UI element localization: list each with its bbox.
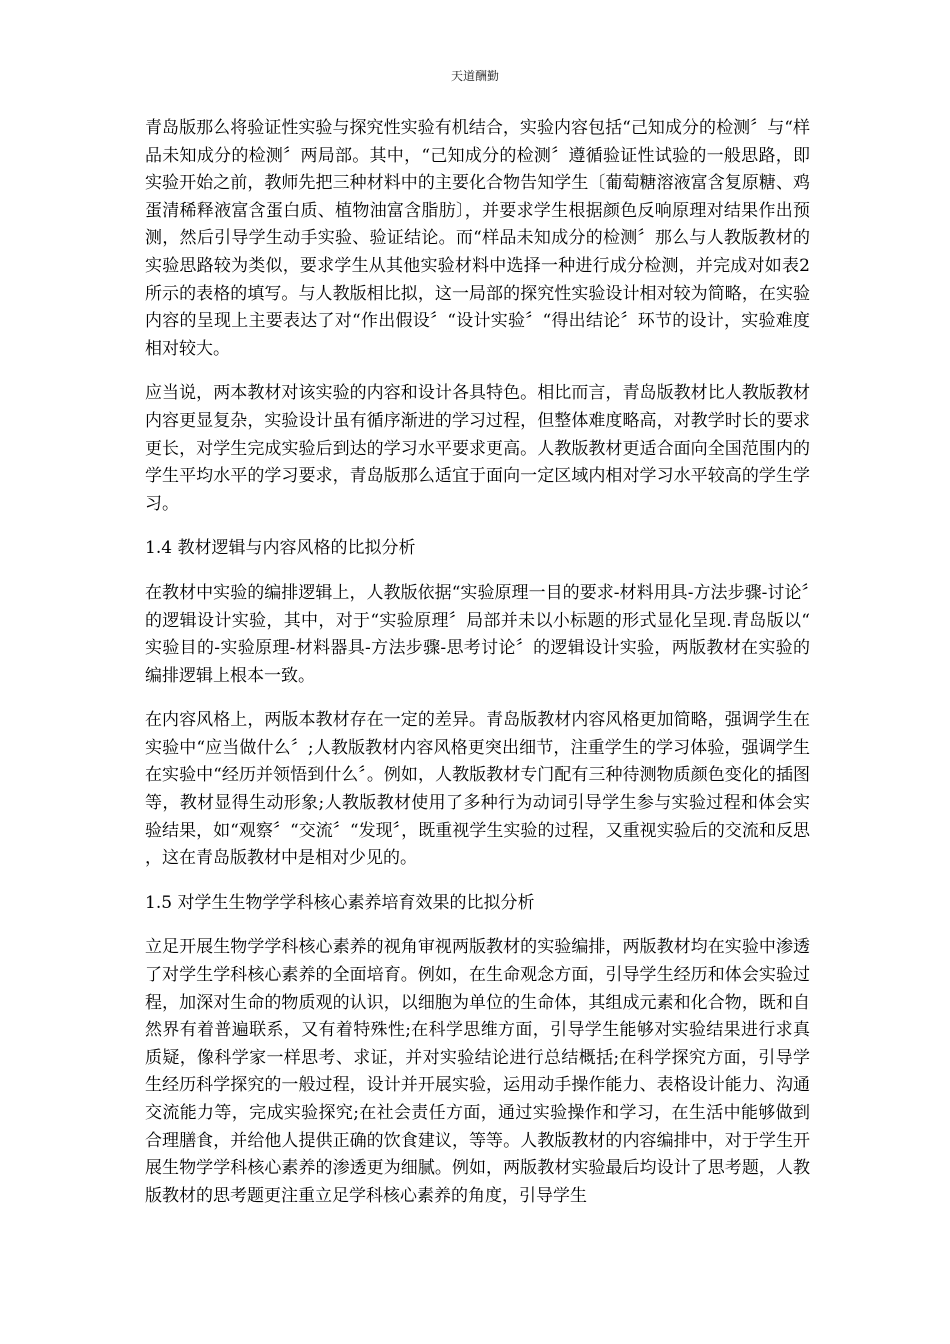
section-heading: 1.4 教材逻辑与内容风格的比拟分析 xyxy=(145,538,416,559)
paragraph: 应当说，两本教材对该实验的内容和设计各具特色。相比而言，青岛版教材比人教版教材内容更显复杂，实验设计虽有循序渐进的学习过程，但整体难度略高，对教学时长的要求更长，对学生完成实验后到达的学习水平要求更高。人教版教材更适合面向全国范围内的学生平均水平的学习要求，青岛版那么适宜于面向一定区域内相对学习水平较高的学生学习。 xyxy=(145,383,810,514)
paragraph: 在教材中实验的编排逻辑上，人教版依据“实验原理一目的要求-材料用具-方法步骤-讨论〞的逻辑设计实验，其中，对于“实验原理〞局部并未以小标题的形式显化呈现.青岛版以“实验目的-实验原理-材料器具-方法步骤-思考讨论〞的逻辑设计实验，两版教材在实验的编排逻辑上根本一致。 xyxy=(145,582,810,686)
section-heading: 1.5 对学生生物学学科核心素养培育效果的比拟分析 xyxy=(145,892,535,913)
page-header: 天道酬勤 xyxy=(450,69,499,83)
paragraph: 在内容风格上，两版本教材存在一定的差异。青岛版教材内容风格更加简略，强调学生在实验中“应当做什么〞;人教版教材内容风格更突出细节，注重学生的学习体验，强调学生在实验中“经历并领悟到什么〞。例如，人教版教材专门配有三种待测物质颜色变化的插图等，教材显得生动形象;人教版教材使用了多种行为动词引导学生参与实验过程和体会实验结果，如“观察〞“交流〞“发现〞，既重视学生实验的过程，又重视实验后的交流和反思，这在青岛版教材中是相对少见的。 xyxy=(145,710,810,869)
document-body xyxy=(145,115,810,1227)
paragraph: 青岛版那么将验证性实验与探究性实验有机结合，实验内容包括“己知成分的检测〞与“样品未知成分的检测〞两局部。其中，“己知成分的检测〞遵循验证性试验的一般思路，即实验开始之前，教师先把三种材料中的主要化合物告知学生〔葡萄糖溶液富含复原糖、鸡蛋清稀释液富含蛋白质、植物油富含脂肪〕，并要求学生根据颜色反响原理对结果作出预测，然后引导学生动手实验、验证结论。而“样品未知成分的检测〞那么与人教版教材的实验思路较为类似，要求学生从其他实验材料中选择一种进行成分检测，并完成对如表2所示的表格的填写。与人教版相比拟，这一局部的探究性实验设计相对较为简略，在实验内容的呈现上主要表达了对“作出假设〞“设计实验〞“得出结论〞环节的设计，实验难度相对较大。 xyxy=(145,118,810,359)
paragraph: 立足开展生物学学科核心素养的视角审视两版教材的实验编排，两版教材均在实验中渗透了对学生学科核心素养的全面培育。例如，在生命观念方面，引导学生经历和体会实验过程，加深对生命的物质观的认识，以细胞为单位的生命体，其组成元素和化合物，既和自然界有着普遍联系，又有着特殊性;在科学思维方面，引导学生能够对实验结果进行求真质疑，像科学家一样思考、求证，并对实验结论进行总结概括;在科学探究方面，引导学生经历科学探究的一般过程，设计并开展实验，运用动手操作能力、表格设计能力、沟通交流能力等，完成实验探究;在社会责任方面，通过实验操作和学习，在生活中能够做到合理膳食，并给他人提供正确的饮食建议，等等。人教版教材的内容编排中，对于学生开展生物学学科核心素养的渗透更为细腻。例如，两版教材实验最后均设计了思考题，人教版教材的思考题更注重立足学科核心素养的角度，引导学生 xyxy=(145,937,810,1206)
